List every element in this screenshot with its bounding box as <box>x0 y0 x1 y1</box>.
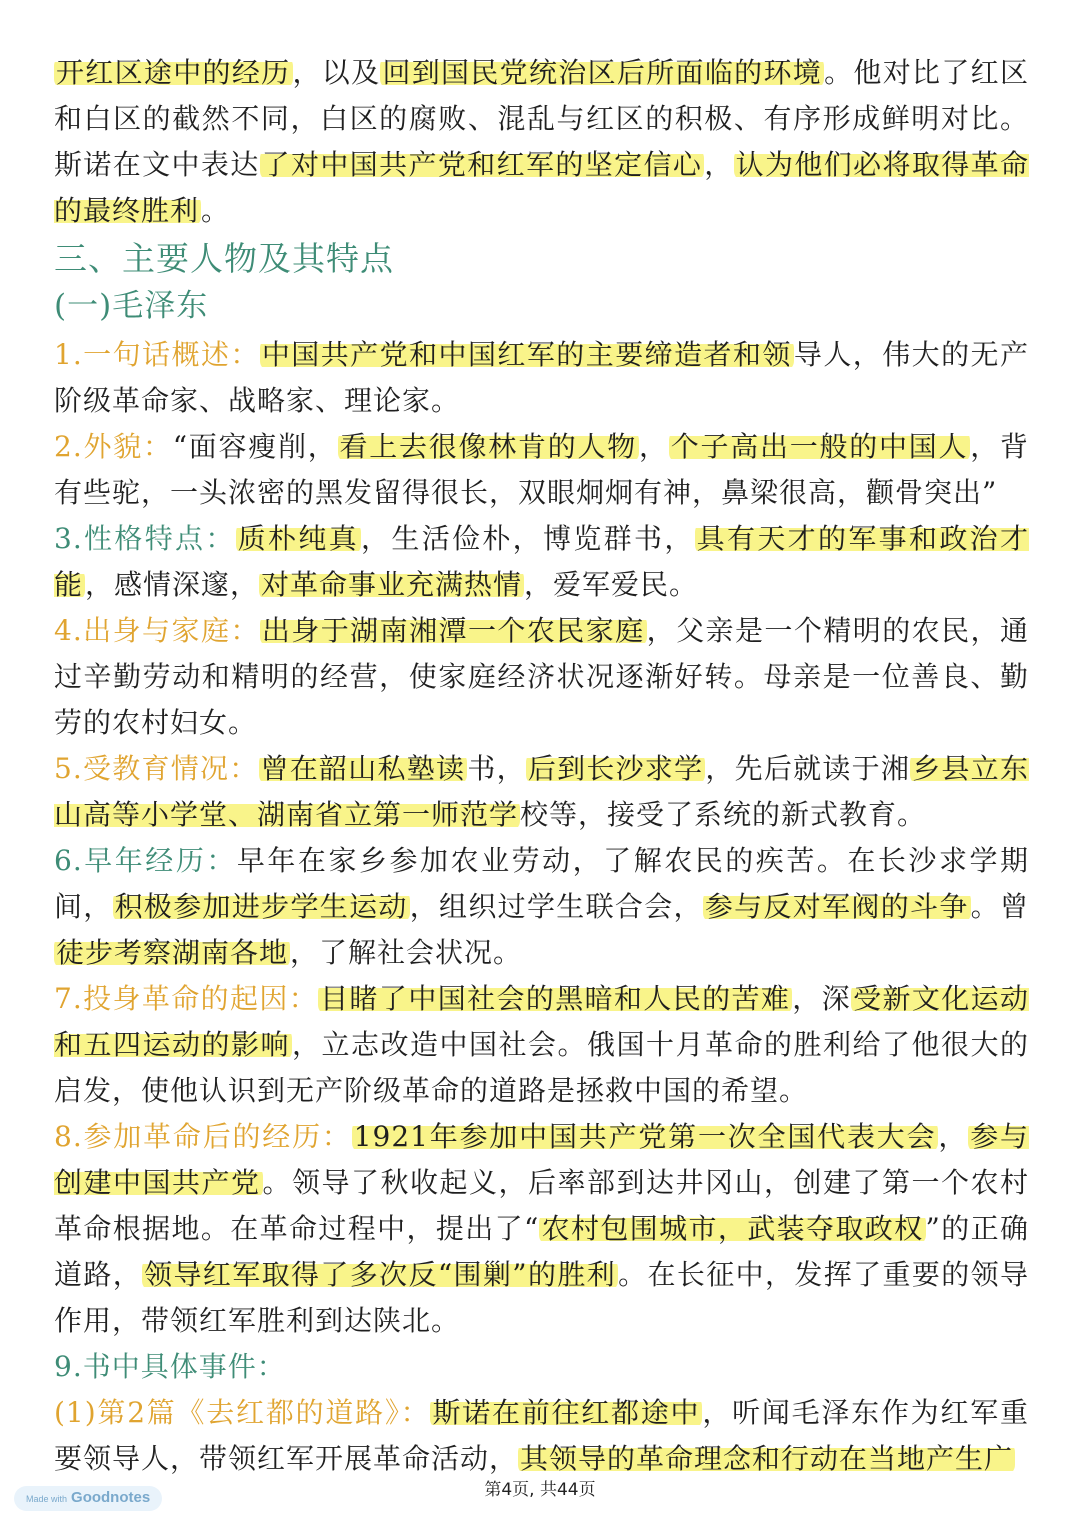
item-label: 3.性格特点： <box>54 522 236 555</box>
event-label: (1)第2篇《去红都的道路》： <box>54 1396 431 1429</box>
highlighted-text: 出身于湖南湘潭一个农民家庭 <box>261 614 645 647</box>
body-text: ，听闻毛泽东作为红军重要领导人，带领红军开展革命活动， <box>54 1396 1029 1475</box>
highlighted-text: 参与创建中国共产党 <box>54 1120 1029 1199</box>
item-label: 9.书中具体事件： <box>54 1350 286 1383</box>
highlighted-text: 了对中国共产党和红军的坚定信心 <box>261 148 703 181</box>
body-text: 校等，接受了系统的新式教育。 <box>520 798 927 831</box>
highlighted-text: 目睹了中国社会的黑暗和人民的苦难 <box>320 982 791 1015</box>
item-early-life <box>54 838 1029 976</box>
highlighted-text: 斯诺在前往红都途中 <box>432 1396 701 1429</box>
section-title: 三、主要人物及其特点 <box>54 239 394 278</box>
item-label: 6.早年经历： <box>54 844 237 877</box>
highlighted-text: 农村包围城市，武装夺取政权 <box>541 1212 924 1245</box>
goodnotes-badge <box>14 1486 162 1511</box>
body-text: ， <box>638 430 669 463</box>
highlighted-text: 个子高出一般的中国人 <box>670 430 969 463</box>
highlighted-text: 开红区途中的经历 <box>56 56 291 89</box>
highlighted-text: 参与反对军阀的斗争 <box>704 890 969 923</box>
body-text: 书， <box>467 752 526 785</box>
item-label: 1.一句话概述： <box>54 338 260 371</box>
badge-brand: Goodnotes <box>71 1489 151 1506</box>
highlighted-text: 回到国民党统治区后所面临的环境 <box>382 56 823 89</box>
highlighted-text: 对革命事业充满热情 <box>261 568 523 601</box>
body-text: 。 <box>201 194 231 227</box>
item-personality <box>54 516 1029 608</box>
body-text: ，生活俭朴，博览群书， <box>361 522 695 555</box>
body-text: ，了解社会状况。 <box>290 936 523 969</box>
body-text: ”的正确道路， <box>54 1212 1029 1291</box>
item-book-events <box>54 1344 1029 1390</box>
highlighted-text: 乡县立东山高等小学堂、湖南省立第一师范学 <box>54 752 1029 831</box>
body-text: 。曾 <box>970 890 1029 923</box>
highlighted-text: 其领导的革命理念和行动在当地产生广 <box>520 1442 1014 1475</box>
highlighted-text: 具有天才的军事和政治才能 <box>54 522 1029 601</box>
event-1 <box>54 1390 1029 1482</box>
page-number: 第4页, 共44页 <box>484 1480 596 1500</box>
page-content <box>54 50 1029 1482</box>
highlighted-text: 1921年参加中国共产党第一次全国代表大会 <box>353 1120 937 1153</box>
body-text: 。领导了秋收起义，后率部到达井冈山，创建了第一个农村革命根据地。在革命过程中，提出了“ <box>54 1166 1029 1245</box>
body-text: 导人，伟大的无产阶级革命家、战略家、理论家。 <box>54 338 1029 417</box>
highlighted-text: 积极参加进步学生运动 <box>114 890 408 923</box>
item-education <box>54 746 1029 838</box>
body-text: ，感情深邃， <box>85 568 260 601</box>
item-label: 8.参加革命后的经历： <box>54 1120 352 1153</box>
subsection-title: (一)毛泽东 <box>54 288 209 324</box>
body-text: ，父亲是一个精明的农民，通过辛勤劳动和精明的经营，使家庭经济状况逐渐好转。母亲是一位善良、勤劳的农村妇女。 <box>54 614 1029 739</box>
badge-prefix: Made with <box>26 1494 68 1504</box>
body-text: ，组织过学生联合会， <box>409 890 703 923</box>
body-text: “面容瘦削， <box>172 430 338 463</box>
item-label: 2.外貌： <box>54 430 173 463</box>
highlighted-text: 后到长沙求学 <box>527 752 704 785</box>
highlighted-text: 质朴纯真 <box>237 522 360 555</box>
body-text: ，背有些驼，一头浓密的黑发留得很长，双眼炯炯有神，鼻梁很高，颧骨突出” <box>54 430 1029 509</box>
body-text: 。在长征中，发挥了重要的领导作用，带领红军胜利到达陕北。 <box>54 1258 1029 1337</box>
highlighted-text: 受新文化运动和五四运动的影响 <box>54 982 1029 1061</box>
body-text: ，爱军爱民。 <box>524 568 699 601</box>
item-revolution-experience <box>54 1114 1029 1344</box>
highlighted-text: 徒步考察湖南各地 <box>56 936 289 969</box>
highlighted-text: 中国共产党和中国红军的主要缔造者和领 <box>261 338 792 371</box>
highlighted-text: 看上去很像林肯的人物 <box>339 430 637 463</box>
body-text: ，深 <box>792 982 852 1015</box>
intro-paragraph <box>54 50 1029 234</box>
item-family <box>54 608 1029 746</box>
item-revolution-cause <box>54 976 1029 1114</box>
body-text: ，立志改造中国社会。俄国十月革命的胜利给了他很大的启发，使他认识到无产阶级革命的道路是拯救中国的希望。 <box>54 1028 1029 1107</box>
item-label: 4.出身与家庭： <box>54 614 260 647</box>
item-summary <box>54 332 1029 424</box>
highlighted-text: 领导红军取得了多次反“围剿”的胜利 <box>144 1258 617 1291</box>
item-label: 7.投身革命的起因： <box>54 982 319 1015</box>
body-text: ， <box>704 148 734 181</box>
highlighted-text: 认为他们必将取得革命的最终胜利 <box>54 148 1029 227</box>
body-text: ， <box>938 1120 969 1153</box>
item-appearance <box>54 424 1029 516</box>
body-text: 早年在家乡参加农业劳动，了解农民的疾苦。在长沙求学期间， <box>54 844 1029 923</box>
body-text: 。他对比了红区和白区的截然不同，白区的腐败、混乱与红区的积极、有序形成鲜明对比。斯诺在文中表达 <box>54 56 1029 181</box>
body-text: ，以及 <box>292 56 381 89</box>
item-label: 5.受教育情况： <box>54 752 259 785</box>
highlighted-text: 曾在韶山私塾读 <box>260 752 466 785</box>
body-text: ，先后就读于湘 <box>705 752 911 785</box>
